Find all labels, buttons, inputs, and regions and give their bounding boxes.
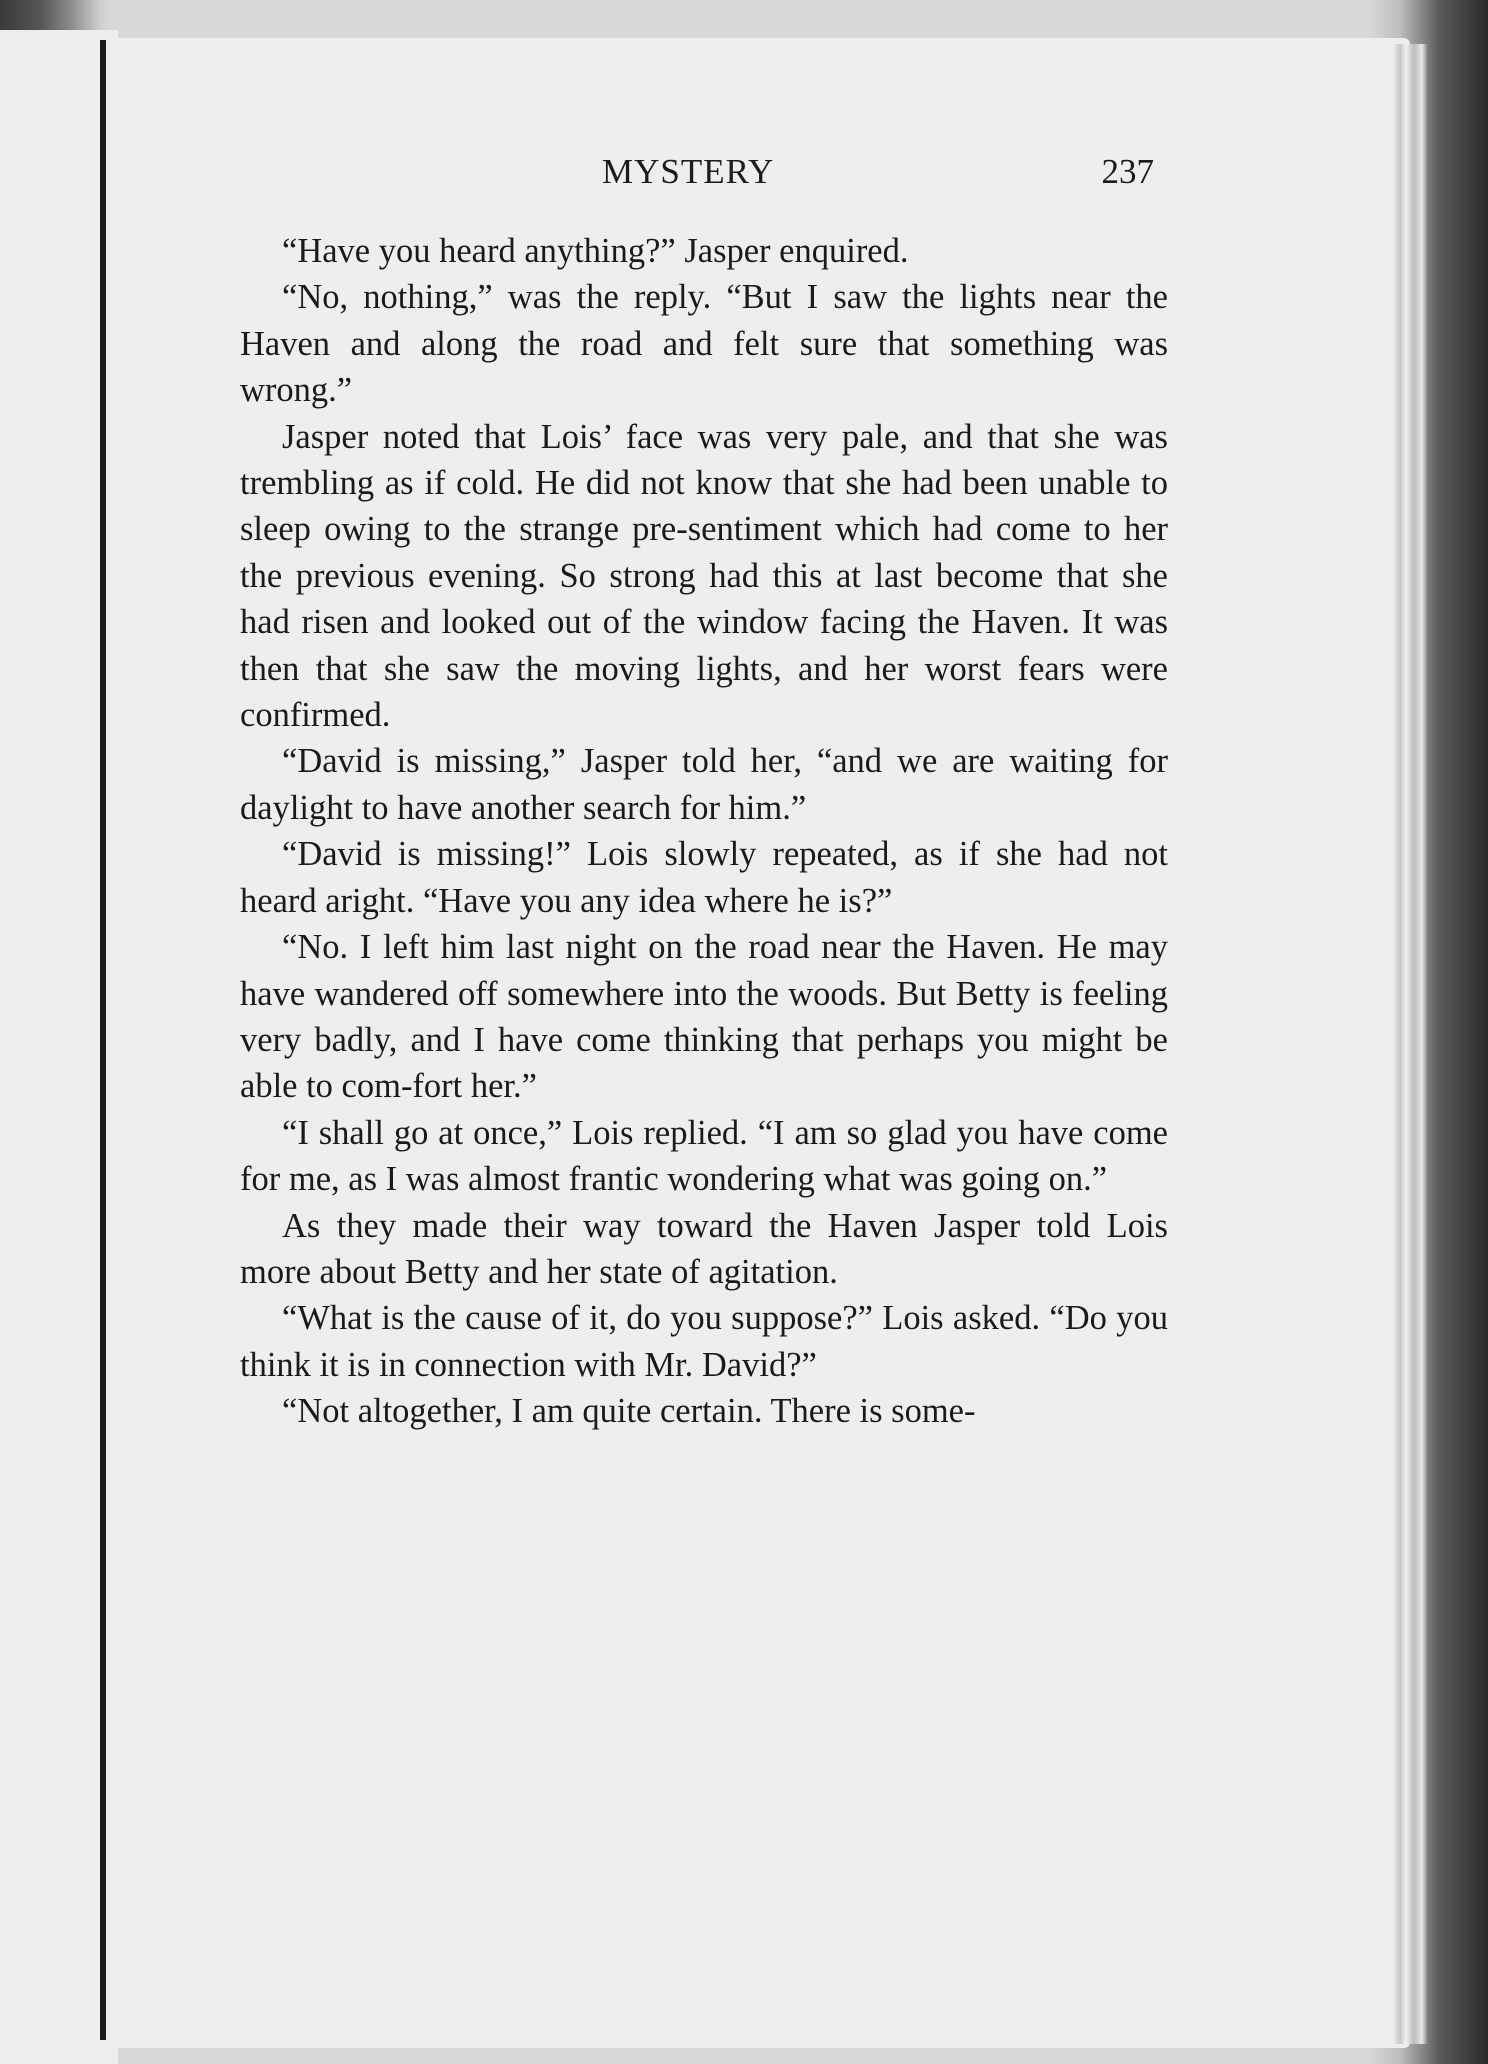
paragraph: “I shall go at once,” Lois replied. “I am so glad you have come for me, as I was almost frantic wondering what was going on.” <box>240 1113 1168 1199</box>
paragraph: As they made their way toward the Haven Jasper told Lois more about Betty and her state of agitation. <box>240 1206 1168 1291</box>
paragraph: “No. I left him last night on the road near the Haven. He may have wandered off somewhere into the woods. But Betty is feeling very badly, and I have come thinking that perhaps you might be able to com-fort her.” <box>240 928 1168 1106</box>
paragraph: “No, nothing,” was the reply. “But I saw the lights near the Haven and along the road and felt sure that something was wrong.” <box>240 278 1168 410</box>
page-number: 237 <box>1101 152 1154 191</box>
paragraph: “Not altogether, I am quite certain. There is some- <box>282 1392 976 1431</box>
paragraph: “David is missing!” Lois slowly repeated, as if she had not heard aright. “Have you any idea where he is?” <box>240 835 1168 920</box>
paragraph: “What is the cause of it, do you suppose?” Lois asked. “Do you think it is in connection with Mr. David?” <box>240 1299 1168 1384</box>
paragraph: “Have you heard anything?” Jasper enquired. <box>282 232 909 270</box>
page-header <box>240 152 1160 202</box>
book-gutter <box>100 40 106 2040</box>
page-edges <box>1392 44 1428 2044</box>
body-text <box>240 228 1168 1435</box>
running-head: MYSTERY <box>602 152 775 191</box>
paragraph: “David is missing,” Jasper told her, “and we are waiting for daylight to have another search for him.” <box>240 742 1168 827</box>
paragraph: Jasper noted that Lois’ face was very pale, and that she was trembling as if cold. He did not know that she had been unable to sleep owing to the strange pre-sentiment which had come to her the previous evening. So strong had this at last become that she had risen and looked out of the window facing the Haven. It was then that she saw the moving lights, and her worst fears were confirmed. <box>240 417 1168 735</box>
